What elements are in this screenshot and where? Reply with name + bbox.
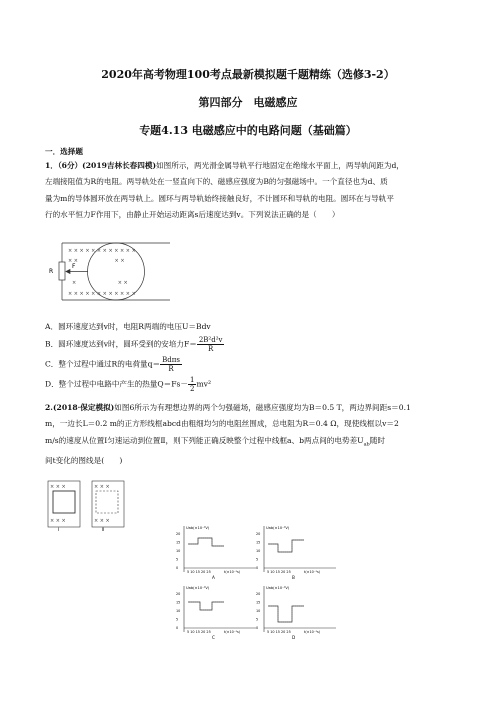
guide-lines <box>188 602 224 610</box>
q2-line4: 间t变化的图线是( ) <box>45 455 123 465</box>
q1-label-f: F <box>72 263 76 270</box>
graph-line <box>188 538 224 546</box>
q1-line2: 左端接阻值为R的电阻。两导轨处在一竖直向下的、磁感应强度为B的匀强磁场中。一个直径也为d、质 <box>45 177 388 187</box>
q1-force-arrowhead <box>66 270 70 274</box>
x-axis-label: t(×10⁻²s) <box>224 630 241 634</box>
graph-letter: C <box>212 635 215 640</box>
q1-source: （6分）(2019吉林长春四模) <box>57 161 157 170</box>
q1-resistor <box>59 262 65 280</box>
q2-label-pos2: Ⅱ <box>102 528 105 532</box>
y-tick-label: 10 <box>176 609 181 613</box>
q1-option-d-denominator: 2 <box>189 385 195 393</box>
y-tick-label: 20 <box>176 592 181 596</box>
q1-option-d-text: D．整个过程中电路中产生的热量Q＝Fs－ <box>45 379 188 389</box>
svg-text:× × × × × × × × × × × ×: × × × × × × × × × × × × <box>68 248 136 254</box>
y-axis-label: Uab(×10⁻²V) <box>186 526 210 530</box>
q1-option-b-denominator: R <box>208 345 214 353</box>
graph-letter: B <box>292 575 295 580</box>
y-tick-label: 10 <box>256 609 261 613</box>
q2-graph-d <box>252 582 342 640</box>
y-tick-label: 10 <box>176 549 181 553</box>
y-tick-label: 15 <box>176 540 181 545</box>
q2-line3-tail: 随时 <box>369 435 385 445</box>
guide-lines <box>188 538 224 546</box>
y-tick-label: 15 <box>256 540 261 545</box>
x-axis-label: t(×10⁻²s) <box>224 570 241 574</box>
q1-option-b-fraction <box>197 336 225 353</box>
q1-option-c-text: C．整个过程中通过R的电荷量q＝ <box>45 359 161 369</box>
q2-graph-c <box>172 582 262 640</box>
graph-letter: A <box>212 575 215 580</box>
q2-number: 2. <box>45 403 53 412</box>
doc-title: 2020年高考物理100考点最新模拟题千题精练（选修3-2） <box>101 68 395 81</box>
guide-lines <box>268 606 304 622</box>
svg-text:× × ×: × × × <box>94 484 110 490</box>
q2-frame-position-2 <box>96 491 118 513</box>
x-tick-labels: 5 10 15 20 25 <box>187 570 211 574</box>
q2-line1: 如图6所示为有理想边界的两个匀强磁场，磁感应强度均为B＝0.5 T，两边界间距s＝0.1 <box>114 403 411 412</box>
q1-figure <box>44 238 172 306</box>
q1-field-crosses <box>68 248 136 297</box>
svg-text:× × ×: × × × <box>50 518 66 524</box>
y-tick-label: 0 <box>256 626 259 630</box>
q1-line1: 如图所示，两光滑金属导轨平行地固定在绝缘水平面上，两导轨间距为d， <box>156 161 404 170</box>
q1-option-d-tail: mv² <box>196 379 211 389</box>
y-tick-label: 0 <box>256 566 259 570</box>
guide-lines <box>268 540 304 552</box>
svg-text:× × × × × × × × × × × ×: × × × × × × × × × × × × <box>68 291 136 297</box>
part-title: 第四部分 电磁感应 <box>198 96 298 109</box>
y-tick-label: 20 <box>256 592 261 596</box>
q2-uab-subscript: ab <box>363 441 370 448</box>
y-tick-label: 15 <box>176 600 181 605</box>
q1-label-r: R <box>49 268 54 275</box>
svg-text:× × × ×: × × × × <box>68 258 125 264</box>
q1-option-b-text: B．圆环速度达到v时，圆环受到的安培力F＝ <box>45 339 197 349</box>
y-tick-label: 20 <box>176 532 181 536</box>
graph-line <box>188 602 224 610</box>
q1-line3: 量为m的导体圆环放在两导轨上。圆环与两导轨始终接触良好，不计圆环和导轨的电阻。圆环在与导轨平 <box>45 193 394 203</box>
x-tick-labels: 5 10 15 20 25 <box>187 630 211 634</box>
q1-number: 1． <box>45 161 58 170</box>
graph-line <box>268 540 304 552</box>
q1-option-b-numerator: 2B²d²v <box>198 336 223 344</box>
graph-letter: D <box>292 635 296 640</box>
q1-option-c-denominator: R <box>168 365 174 373</box>
q2-stem <box>45 400 455 469</box>
y-axis-label: Uab(×10⁻²V) <box>266 526 290 530</box>
y-tick-label: 5 <box>176 557 179 562</box>
y-tick-label: 5 <box>256 617 259 622</box>
section-heading: 一．选择题 <box>45 147 83 156</box>
x-tick-labels: 5 10 15 20 25 <box>267 570 291 574</box>
q1-option-c-fraction <box>160 356 182 373</box>
x-axis-label: t(×10⁻²s) <box>304 570 321 574</box>
q2-figure <box>44 476 136 532</box>
q2-frame-position-1 <box>53 491 75 513</box>
x-tick-labels: 5 10 15 20 25 <box>267 630 291 634</box>
y-tick-label: 5 <box>176 617 179 622</box>
svg-text:× × ×: × × × <box>50 484 66 490</box>
q2-source: (2018·保定模拟) <box>52 403 115 412</box>
y-tick-label: 10 <box>256 549 261 553</box>
q1-option-c-numerator: Bdπs <box>162 356 180 364</box>
q1-stem <box>45 158 455 224</box>
q1-option-d-numerator: 1 <box>189 376 195 384</box>
q1-option-c <box>45 356 182 373</box>
y-tick-label: 15 <box>256 600 261 605</box>
q2-graph-b <box>252 522 342 580</box>
topic-title: 专题4.13 电磁感应中的电路问题（基础篇） <box>139 124 357 137</box>
q2-line2: m，一边长L＝0.2 m的正方形线框abcd由粗细均匀的电阻丝围成，总电阻为R＝0.4 Ω，现使线框以v＝2 <box>45 419 399 429</box>
q2-label-pos1: Ⅰ <box>58 528 60 532</box>
svg-text:× × ×: × × × <box>72 280 128 286</box>
y-axis-label: Uab(×10⁻²V) <box>186 586 210 590</box>
q1-option-b <box>45 336 224 353</box>
x-axis-label: t(×10⁻²s) <box>304 630 321 634</box>
q1-option-d <box>45 376 211 393</box>
y-axis-label: Uab(×10⁻²V) <box>266 586 290 590</box>
y-tick-label: 0 <box>176 626 179 630</box>
q2-graph-a <box>172 522 262 580</box>
q2-line3: m/s的速度从位置Ⅰ匀速运动到位置Ⅱ，则下列能正确反映整个过程中线框a、b两点间的电势差U <box>45 435 364 445</box>
graph-line <box>268 606 304 622</box>
svg-text:× × ×: × × × <box>94 518 110 524</box>
q1-line4: 行的水平恒力F作用下，由静止开始运动距离s后速度达到v。下列说法正确的是（ ） <box>45 210 340 220</box>
q1-option-a: A．圆环速度达到v时，电阻R两端的电压U＝Bdv <box>45 322 211 331</box>
y-tick-label: 20 <box>256 532 261 536</box>
y-tick-label: 5 <box>256 557 259 562</box>
y-tick-label: 0 <box>176 566 179 570</box>
